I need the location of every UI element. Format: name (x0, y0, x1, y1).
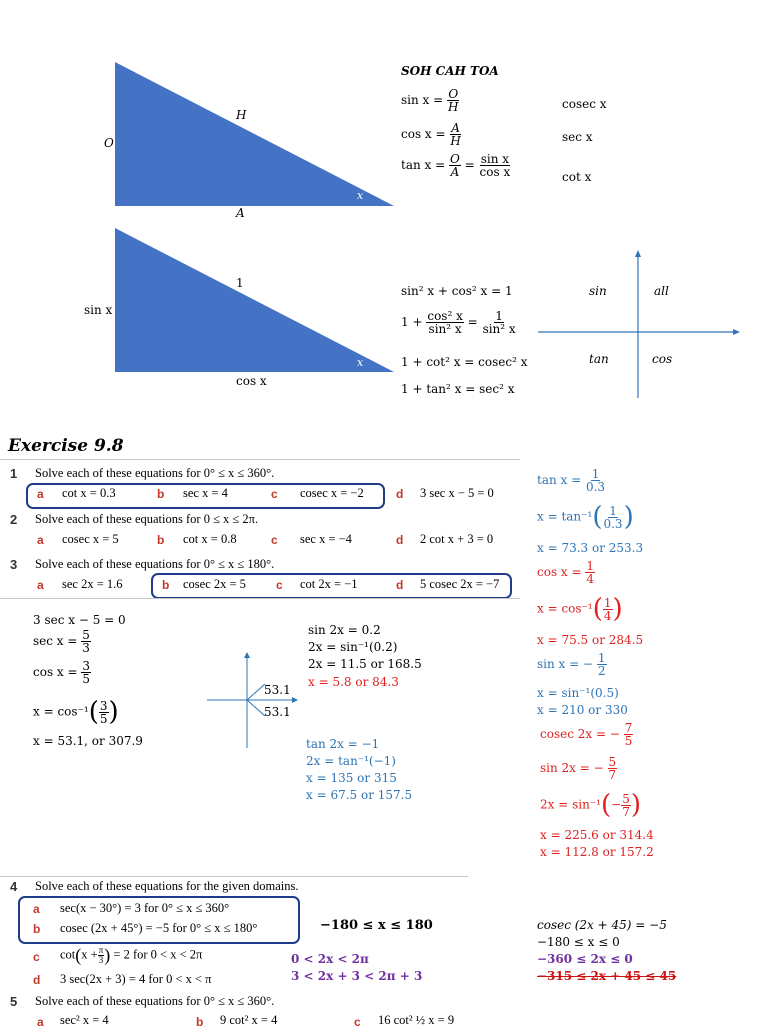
right-line-14: x = 112.8 or 157.2 (540, 845, 654, 859)
right-line-8: x = sin⁻¹(0.5) (537, 686, 619, 700)
q1d-label: d (396, 487, 404, 501)
q3a-label: a (37, 578, 44, 592)
q5c: 16 cot² ½ x = 9 (378, 1013, 455, 1027)
q1a: cot x = 0.3 (62, 486, 116, 500)
q5b: 9 cot² x = 4 (220, 1013, 278, 1027)
q1-number: 1 (10, 466, 18, 481)
q4d: 3 sec(2x + 3) = 4 for 0 < x < π (60, 972, 212, 986)
q3d: 5 cosec 2x = −7 (420, 577, 500, 591)
right-line-2: x = tan⁻¹( $\frac{1}{0.3}$ ) (537, 502, 634, 532)
q3d-label: d (396, 578, 404, 592)
q5-text: Solve each of these equations for 0° ≤ x ≤ 360°. (35, 994, 275, 1008)
q3-number: 3 (10, 557, 18, 572)
q4b-label: b (33, 922, 41, 936)
q1b: sec x = 4 (183, 486, 228, 500)
sin2x-line-3: 2x = 11.5 or 168.5 (308, 657, 422, 671)
work-line-4: x = cos⁻¹( $\frac{3}{5}$ ) (33, 697, 119, 727)
q4-text: Solve each of these equations for the given domains. (35, 879, 299, 893)
right-line-7: sin x = − $\frac{1}{2}$ (537, 651, 606, 678)
q4-range: −180 ≤ x ≤ 180 (320, 918, 433, 933)
right-line-5: x = cos⁻¹( $\frac{1}{4}$ ) (537, 594, 623, 624)
right-triangle-2 (112, 226, 397, 374)
q4-work-line-4: −315 ≤ 2x + 45 ≤ 45 (537, 969, 677, 983)
q4a-label: a (33, 902, 40, 916)
work-line-5: x = 53.1, or 307.9 (33, 734, 143, 748)
tan-ratio: tan x = $\frac{O}{A}$ = $\frac{\text{sin x}}{\text{cos x}}$ (401, 152, 511, 179)
q1b-label: b (157, 487, 165, 501)
tri2-hyp-label: 1 (236, 276, 244, 290)
right-line-13: x = 225.6 or 314.4 (540, 828, 654, 842)
sin-ratio: sin x = $\frac{O}{H}$ (401, 87, 459, 114)
exercise-title: Exercise 9.8 (8, 436, 124, 456)
q5b-label: b (196, 1015, 204, 1029)
cast-sin-label: sin (589, 284, 607, 298)
tri2-opp-label: sin x (84, 303, 113, 317)
q1c-label: c (271, 487, 278, 501)
identity-pythagorean: sin² x + cos² x = 1 (401, 284, 513, 298)
q3-text: Solve each of these equations for 0° ≤ x ≤ 180°. (35, 557, 275, 571)
tri1-hyp-label: H (236, 108, 247, 122)
q1-text: Solve each of these equations for 0° ≤ x ≤ 360°. (35, 466, 275, 480)
q5a: sec² x = 4 (60, 1013, 109, 1027)
right-line-10: cosec 2x = − $\frac{7}{5}$ (540, 721, 633, 748)
q2a: cosec x = 5 (62, 532, 119, 546)
q4-work-line-3: −360 ≤ 2x ≤ 0 (537, 952, 633, 966)
q2c-label: c (271, 533, 278, 547)
cos-ratio: cos x = $\frac{A}{H}$ (401, 121, 461, 148)
work-line-3: cos x = $\frac{3}{5}$ (33, 659, 91, 686)
divider (0, 598, 520, 599)
q1c: cosec x = −2 (300, 486, 364, 500)
q1a-label: a (37, 487, 44, 501)
cast-all-label: all (654, 284, 669, 298)
q4d-label: d (33, 973, 41, 987)
right-line-9: x = 210 or 330 (537, 703, 628, 717)
sin2x-line-2: 2x = sin⁻¹(0.2) (308, 640, 398, 654)
identity-cot: 1 + cot² x = cosec² x (401, 355, 528, 369)
q2-text: Solve each of these equations for 0 ≤ x ≤ 2π. (35, 512, 259, 526)
right-line-3: x = 73.3 or 253.3 (537, 541, 644, 555)
work-line-2: sec x = $\frac{5}{3}$ (33, 628, 90, 655)
cosec-label: cosec x (562, 97, 607, 111)
q5a-label: a (37, 1015, 44, 1029)
tan2x-answer: x = 67.5 or 157.5 (306, 788, 413, 802)
right-line-1: tan x = $\frac{1}{0.3}$ (537, 467, 606, 494)
angle-label-bottom: 53.1 (264, 705, 291, 719)
divider (0, 876, 468, 877)
q4a: sec(x − 30°) = 3 for 0° ≤ x ≤ 360° (60, 901, 230, 915)
q5-number: 5 (10, 994, 18, 1009)
tri1-angle-label: x (357, 189, 364, 202)
q2d-label: d (396, 533, 404, 547)
q3b-label: b (162, 578, 170, 592)
q2a-label: a (37, 533, 44, 547)
soh-cah-toa-heading: SOH CAH TOA (401, 64, 499, 78)
sin2x-line-1: sin 2x = 0.2 (308, 623, 381, 637)
sin2x-answer: x = 5.8 or 84.3 (308, 675, 399, 689)
q3c-label: c (276, 578, 283, 592)
cot-label: cot x (562, 170, 592, 184)
q4-purple-line-2: 3 < 2x + 3 < 2π + 3 (291, 969, 423, 983)
tan2x-line-1: tan 2x = −1 (306, 737, 380, 751)
q5c-label: c (354, 1015, 361, 1029)
q2b-label: b (157, 533, 165, 547)
work-line-1: 3 sec x − 5 = 0 (33, 613, 126, 627)
identity-tan: 1 + tan² x = sec² x (401, 382, 515, 396)
right-triangle-1 (112, 60, 397, 208)
identity-divided: 1 + $\frac{\text{cos² x}}{\text{sin² x}}$ = $\frac{1}{\text{sin² x}}$ (401, 309, 516, 336)
sec-label: sec x (562, 130, 593, 144)
angle-diagram (205, 650, 300, 750)
q4b: cosec (2x + 45°) = −5 for 0° ≤ x ≤ 180° (60, 921, 258, 935)
cast-cos-label: cos (652, 352, 673, 366)
q3b: cosec 2x = 5 (183, 577, 246, 591)
angle-label-top: 53.1 (264, 683, 291, 697)
right-line-12: 2x = sin⁻¹(− $\frac{5}{7}$ ) (540, 790, 641, 820)
q4c-label: c (33, 950, 40, 964)
right-line-11: sin 2x = − $\frac{5}{7}$ (540, 755, 617, 782)
tan2x-line-3: x = 135 or 315 (306, 771, 397, 785)
cast-tan-label: tan (589, 352, 609, 366)
right-line-4: cos x = $\frac{1}{4}$ (537, 559, 595, 586)
q2-number: 2 (10, 512, 18, 527)
tri1-adj-label: A (236, 206, 245, 220)
tri2-adj-label: cos x (236, 374, 267, 388)
tri2-angle-label: x (357, 356, 364, 369)
q1d: 3 sec x − 5 = 0 (420, 486, 494, 500)
q4-work-line-1: cosec (2x + 45) = −5 (537, 918, 667, 932)
q4-purple-line-1: 0 < 2x < 2π (291, 952, 369, 966)
q4-work-line-2: −180 ≤ x ≤ 0 (537, 935, 620, 949)
tri1-opp-label: O (104, 136, 114, 150)
divider (0, 459, 520, 460)
q3a: sec 2x = 1.6 (62, 577, 123, 591)
q2b: cot x = 0.8 (183, 532, 237, 546)
q2c: sec x = −4 (300, 532, 352, 546)
right-line-6: x = 75.5 or 284.5 (537, 633, 644, 647)
cast-diagram (536, 248, 742, 400)
q2d: 2 cot x + 3 = 0 (420, 532, 494, 546)
q3c: cot 2x = −1 (300, 577, 358, 591)
q4-number: 4 (10, 879, 18, 894)
tan2x-line-2: 2x = tan⁻¹(−1) (306, 754, 396, 768)
q4c: cot(x + $\frac{\pi}{3}$ ) = 2 for 0 < x < 2π (60, 945, 203, 965)
